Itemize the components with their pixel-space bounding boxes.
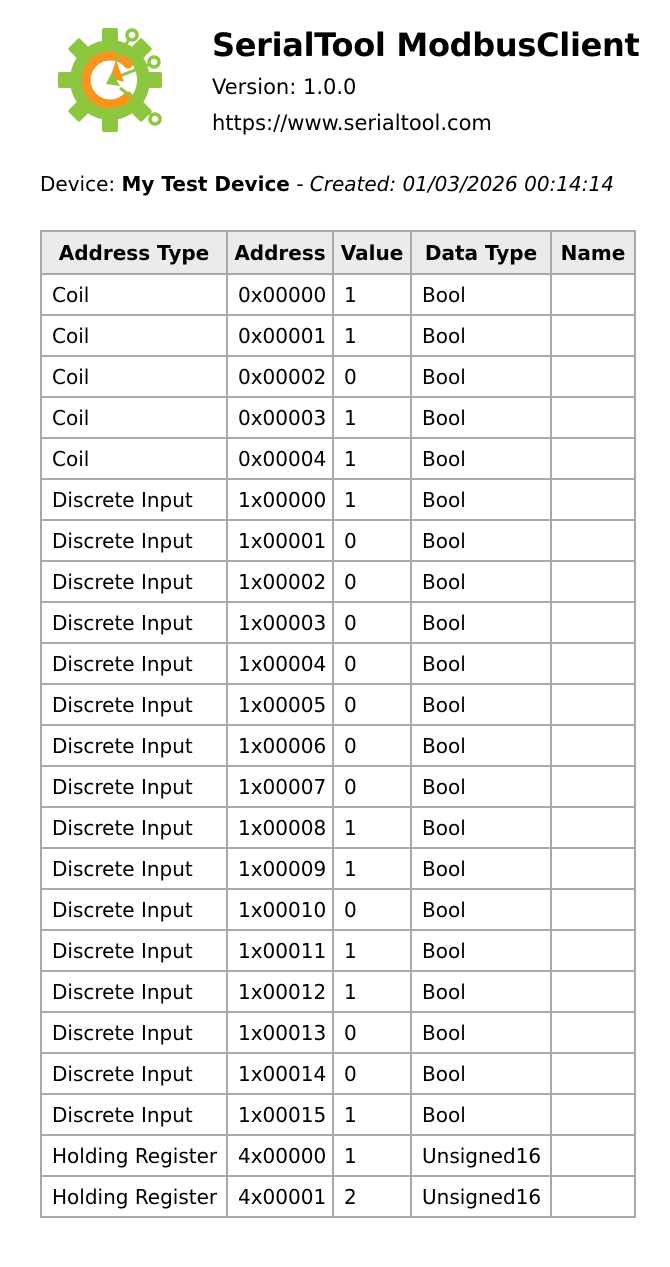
cell-value: 0 <box>333 602 411 643</box>
cell-name <box>551 1053 635 1094</box>
table-row <box>41 766 635 807</box>
cell-name <box>551 930 635 971</box>
table-row <box>41 561 635 602</box>
cell-value: 1 <box>333 315 411 356</box>
cell-address-type: Discrete Input <box>41 889 227 930</box>
cell-address: 1x00012 <box>227 971 333 1012</box>
cell-value: 1 <box>333 807 411 848</box>
cell-value: 0 <box>333 725 411 766</box>
table-header-row <box>41 231 635 274</box>
cell-value: 0 <box>333 766 411 807</box>
cell-address: 1x00013 <box>227 1012 333 1053</box>
cell-name <box>551 848 635 889</box>
table-row <box>41 848 635 889</box>
cell-address: 4x00001 <box>227 1176 333 1217</box>
cell-data-type: Bool <box>411 930 551 971</box>
cell-name <box>551 725 635 766</box>
column-header-value: Value <box>333 231 411 274</box>
register-table <box>40 230 636 1218</box>
cell-address: 1x00001 <box>227 520 333 561</box>
cell-address-type: Discrete Input <box>41 520 227 561</box>
table-row <box>41 438 635 479</box>
table-row <box>41 520 635 561</box>
cell-address-type: Discrete Input <box>41 602 227 643</box>
cell-address: 0x00000 <box>227 274 333 315</box>
cell-address-type: Discrete Input <box>41 1094 227 1135</box>
cell-name <box>551 1135 635 1176</box>
cell-name <box>551 971 635 1012</box>
cell-address-type: Coil <box>41 274 227 315</box>
cell-value: 1 <box>333 438 411 479</box>
cell-data-type: Bool <box>411 1012 551 1053</box>
cell-data-type: Bool <box>411 561 551 602</box>
cell-address: 0x00001 <box>227 315 333 356</box>
cell-value: 0 <box>333 520 411 561</box>
cell-address: 0x00004 <box>227 438 333 479</box>
cell-address-type: Coil <box>41 438 227 479</box>
cell-address: 1x00002 <box>227 561 333 602</box>
cell-address-type: Coil <box>41 356 227 397</box>
table-row <box>41 1135 635 1176</box>
cell-name <box>551 1176 635 1217</box>
table-row <box>41 1176 635 1217</box>
table-row <box>41 725 635 766</box>
report-header <box>0 0 670 160</box>
cell-address-type: Discrete Input <box>41 1012 227 1053</box>
table-row <box>41 315 635 356</box>
cell-data-type: Bool <box>411 315 551 356</box>
cell-address: 1x00005 <box>227 684 333 725</box>
cell-address-type: Discrete Input <box>41 930 227 971</box>
device-label: Device: <box>40 172 122 196</box>
cell-data-type: Unsigned16 <box>411 1135 551 1176</box>
cell-value: 0 <box>333 356 411 397</box>
cell-address-type: Discrete Input <box>41 684 227 725</box>
cell-address: 1x00015 <box>227 1094 333 1135</box>
cell-address-type: Discrete Input <box>41 643 227 684</box>
cell-name <box>551 274 635 315</box>
cell-address-type: Discrete Input <box>41 561 227 602</box>
cell-address: 1x00009 <box>227 848 333 889</box>
cell-name <box>551 520 635 561</box>
cell-data-type: Bool <box>411 1053 551 1094</box>
app-version: Version: 1.0.0 <box>212 75 357 99</box>
table-row <box>41 930 635 971</box>
cell-address: 1x00006 <box>227 725 333 766</box>
app-url: https://www.serialtool.com <box>212 111 492 135</box>
cell-data-type: Bool <box>411 274 551 315</box>
table-row <box>41 1012 635 1053</box>
cell-name <box>551 315 635 356</box>
table-row <box>41 643 635 684</box>
cell-value: 2 <box>333 1176 411 1217</box>
column-header-address-type: Address Type <box>41 231 227 274</box>
cell-data-type: Unsigned16 <box>411 1176 551 1217</box>
cell-value: 0 <box>333 1012 411 1053</box>
table-row <box>41 1053 635 1094</box>
cell-name <box>551 643 635 684</box>
cell-name <box>551 356 635 397</box>
device-info <box>40 172 614 196</box>
cell-value: 1 <box>333 1094 411 1135</box>
table-row <box>41 889 635 930</box>
cell-name <box>551 684 635 725</box>
cell-address: 1x00010 <box>227 889 333 930</box>
table-row <box>41 807 635 848</box>
cell-value: 1 <box>333 479 411 520</box>
cell-address: 1x00003 <box>227 602 333 643</box>
cell-value: 1 <box>333 274 411 315</box>
app-name: SerialTool ModbusClient <box>212 26 640 64</box>
cell-data-type: Bool <box>411 356 551 397</box>
cell-data-type: Bool <box>411 971 551 1012</box>
column-header-data-type: Data Type <box>411 231 551 274</box>
cell-address-type: Discrete Input <box>41 479 227 520</box>
cell-address: 1x00008 <box>227 807 333 848</box>
cell-data-type: Bool <box>411 438 551 479</box>
cell-address-type: Discrete Input <box>41 848 227 889</box>
cell-name <box>551 1012 635 1053</box>
cell-address-type: Discrete Input <box>41 971 227 1012</box>
cell-address-type: Discrete Input <box>41 766 227 807</box>
cell-data-type: Bool <box>411 725 551 766</box>
cell-address-type: Discrete Input <box>41 1053 227 1094</box>
cell-value: 0 <box>333 889 411 930</box>
table-row <box>41 479 635 520</box>
cell-address-type: Coil <box>41 397 227 438</box>
cell-value: 1 <box>333 971 411 1012</box>
cell-value: 1 <box>333 848 411 889</box>
cell-address-type: Holding Register <box>41 1135 227 1176</box>
cell-value: 1 <box>333 930 411 971</box>
cell-address: 0x00003 <box>227 397 333 438</box>
cell-address: 4x00000 <box>227 1135 333 1176</box>
cell-address: 1x00011 <box>227 930 333 971</box>
cell-address-type: Discrete Input <box>41 725 227 766</box>
table-row <box>41 602 635 643</box>
cell-name <box>551 479 635 520</box>
table-row <box>41 274 635 315</box>
cell-address: 1x00000 <box>227 479 333 520</box>
device-name: My Test Device <box>121 172 290 196</box>
cell-data-type: Bool <box>411 889 551 930</box>
column-header-name: Name <box>551 231 635 274</box>
cell-value: 1 <box>333 1135 411 1176</box>
cell-address: 0x00002 <box>227 356 333 397</box>
cell-address: 1x00007 <box>227 766 333 807</box>
cell-name <box>551 807 635 848</box>
table-row <box>41 397 635 438</box>
table-body <box>41 274 635 1217</box>
serialtool-logo-icon <box>54 20 174 140</box>
cell-address-type: Discrete Input <box>41 807 227 848</box>
cell-data-type: Bool <box>411 684 551 725</box>
cell-data-type: Bool <box>411 807 551 848</box>
device-created: - Created: 01/03/2026 00:14:14 <box>289 172 614 196</box>
cell-address: 1x00014 <box>227 1053 333 1094</box>
cell-value: 0 <box>333 1053 411 1094</box>
cell-address: 1x00004 <box>227 643 333 684</box>
cell-name <box>551 602 635 643</box>
cell-name <box>551 561 635 602</box>
cell-value: 1 <box>333 397 411 438</box>
cell-name <box>551 397 635 438</box>
table-row <box>41 971 635 1012</box>
cell-data-type: Bool <box>411 1094 551 1135</box>
cell-data-type: Bool <box>411 766 551 807</box>
cell-name <box>551 889 635 930</box>
table-row <box>41 356 635 397</box>
cell-data-type: Bool <box>411 479 551 520</box>
cell-value: 0 <box>333 561 411 602</box>
table-row <box>41 684 635 725</box>
column-header-address: Address <box>227 231 333 274</box>
cell-name <box>551 1094 635 1135</box>
cell-value: 0 <box>333 684 411 725</box>
cell-name <box>551 438 635 479</box>
cell-value: 0 <box>333 643 411 684</box>
cell-data-type: Bool <box>411 643 551 684</box>
cell-data-type: Bool <box>411 520 551 561</box>
cell-data-type: Bool <box>411 848 551 889</box>
cell-name <box>551 766 635 807</box>
cell-data-type: Bool <box>411 602 551 643</box>
cell-address-type: Holding Register <box>41 1176 227 1217</box>
cell-data-type: Bool <box>411 397 551 438</box>
cell-address-type: Coil <box>41 315 227 356</box>
table-row <box>41 1094 635 1135</box>
